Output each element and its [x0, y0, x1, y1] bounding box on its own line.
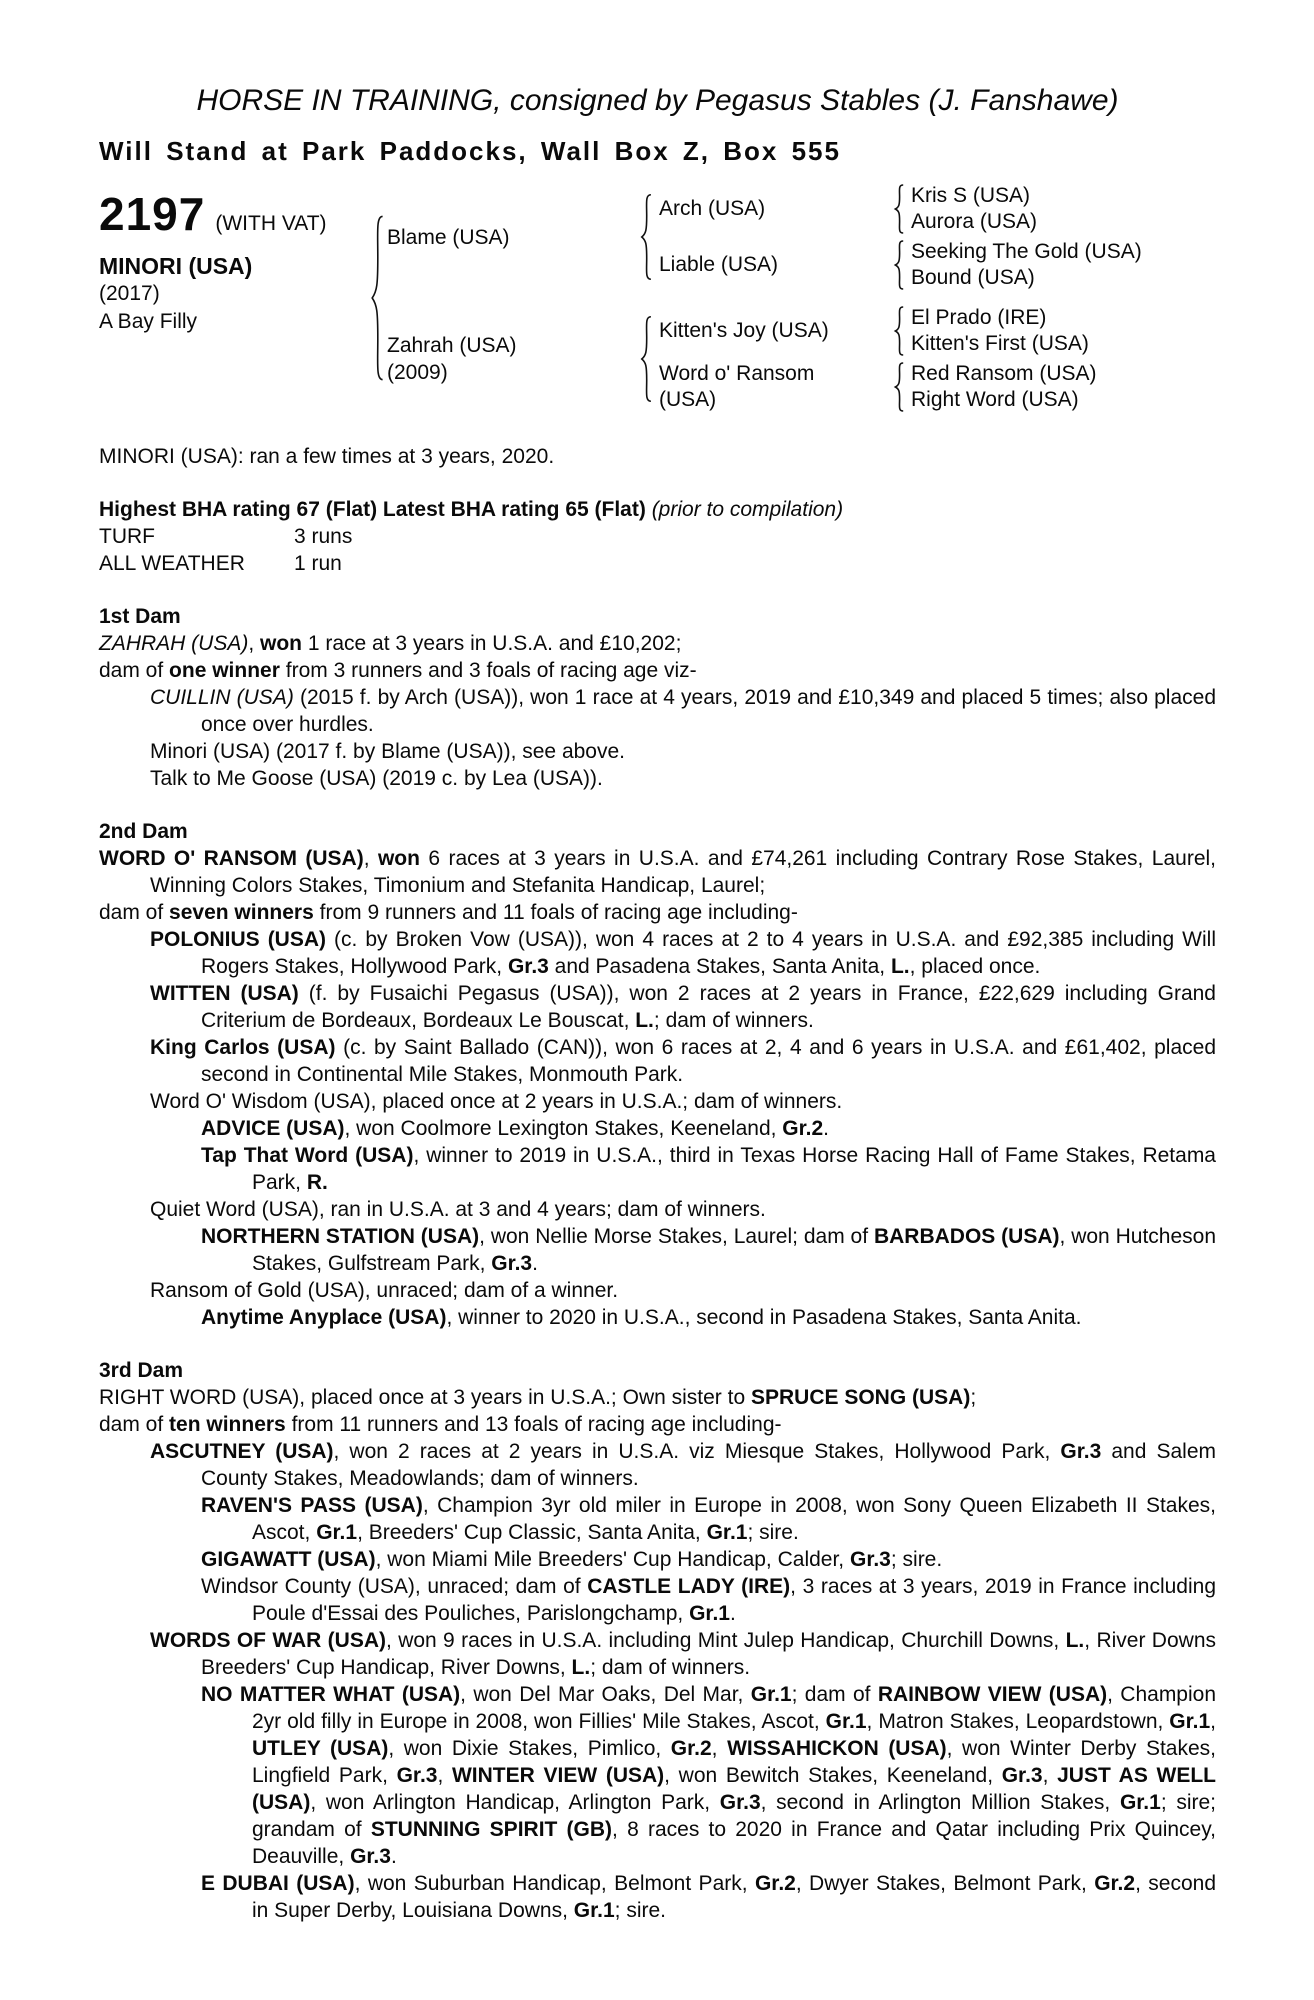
ratings-row-all-weather	[99, 550, 1216, 577]
catalogue-paragraph: NORTHERN STATION (USA), won Nellie Morse Stakes, Laurel; dam of BARBADOS (USA), won Hutcheson Stakes, Gulfstream Park, Gr.3.	[201, 1225, 1217, 1275]
catalogue-paragraph: Word O' Wisdom (USA), placed once at 2 years in U.S.A.; dam of winners.	[150, 1090, 843, 1113]
sire-dam-row	[659, 239, 1216, 291]
catalogue-paragraph: Ransom of Gold (USA), unraced; dam of a winner.	[150, 1279, 619, 1302]
lot-vat-note: (WITH VAT)	[215, 212, 327, 235]
race-record: MINORI (USA): ran a few times at 3 years, 2020.	[99, 445, 555, 468]
sire-dam-dam-name: Bound (USA)	[911, 266, 1035, 289]
page-title: HORSE IN TRAINING, consigned by Pegasus Stables (J. Fanshawe)	[196, 84, 1119, 117]
ratings-runs-value: 1 run	[294, 552, 342, 575]
pedigree-brace-icon	[639, 315, 653, 403]
catalogue-paragraph: RIGHT WORD (USA), placed once at 3 years in U.S.A.; Own sister to SPRUCE SONG (USA);	[99, 1386, 977, 1409]
catalogue-paragraph: Talk to Me Goose (USA) (2019 c. by Lea (USA)).	[150, 767, 603, 790]
section-2nd-dam	[99, 818, 1216, 1331]
dam-sire-sire-name: El Prado (IRE)	[911, 306, 1047, 329]
horse-description: A Bay Filly	[99, 310, 198, 333]
sire-dam-name: Liable (USA)	[659, 253, 779, 276]
catalogue-paragraph: POLONIUS (USA) (c. by Broken Vow (USA)), won 4 races at 2 to 4 years in U.S.A. and £92,385 including Will Rogers Stakes, Hollywood Park, Gr.3 and Pasadena Stakes, Santa Anita, L., placed once.	[150, 928, 1216, 978]
catalogue-paragraph: dam of ten winners from 11 runners and 13 foals of racing age including-	[99, 1413, 782, 1436]
sire-sire-sire-name: Kris S (USA)	[911, 184, 1031, 207]
lot-info	[99, 183, 367, 336]
catalogue-paragraph: Windsor County (USA), unraced; dam of CASTLE LADY (IRE), 3 races at 3 years, 2019 in France including Poule d'Essai des Pouliches, Parislongchamp, Gr.1.	[201, 1575, 1217, 1625]
section-heading: 3rd Dam	[99, 1359, 184, 1382]
pedigree-brace-icon	[893, 184, 905, 234]
pedigree-brace-icon	[369, 213, 385, 383]
pedigree-brace-icon	[893, 240, 905, 290]
pedigree-brace-icon	[893, 306, 905, 356]
pedigree-brace-icon	[893, 362, 905, 412]
pedigree-tree	[387, 183, 1216, 413]
catalogue-paragraph: RAVEN'S PASS (USA), Champion 3yr old miler in Europe in 2008, won Sony Queen Elizabeth II Stakes, Ascot, Gr.1, Breeders' Cup Classic, Santa Anita, Gr.1; sire.	[201, 1494, 1216, 1544]
section-1st-dam	[99, 603, 1216, 792]
ratings-heading: Highest BHA rating 67 (Flat) Latest BHA rating 65 (Flat) (prior to compilation)	[99, 498, 844, 521]
sire-cell	[387, 224, 633, 251]
ratings-surface-label: TURF	[99, 525, 155, 548]
dam-cell	[387, 332, 633, 386]
catalogue-paragraph: GIGAWATT (USA), won Miami Mile Breeders' Cup Handicap, Calder, Gr.3; sire.	[201, 1548, 943, 1571]
dam-dam-sire-name: Red Ransom (USA)	[911, 362, 1097, 385]
catalogue-paragraph: ZAHRAH (USA), won 1 race at 3 years in U.S.A. and £10,202;	[99, 632, 682, 655]
catalogue-paragraph: dam of one winner from 3 runners and 3 foals of racing age viz-	[99, 659, 697, 682]
catalogue-paragraph: Quiet Word (USA), ran in U.S.A. at 3 and 4 years; dam of winners.	[150, 1198, 766, 1221]
ratings-block	[99, 496, 1216, 577]
lot-number-line	[99, 187, 367, 241]
catalogue-paragraph: King Carlos (USA) (c. by Saint Ballado (CAN)), won 6 races at 2, 4 and 6 years in U.S.A. and £61,402, placed second in Continental Mile Stakes, Monmouth Park.	[150, 1036, 1216, 1086]
sire-sire-row	[659, 183, 1216, 235]
section-heading: 2nd Dam	[99, 820, 188, 843]
ratings-surface-label: ALL WEATHER	[99, 552, 245, 575]
lot-number: 2197	[99, 188, 206, 240]
catalogue-paragraph: CUILLIN (USA) (2015 f. by Arch (USA)), won 1 race at 4 years, 2019 and £10,349 and placed 5 times; also placed once over hurdles.	[150, 686, 1217, 736]
dam-sire-name: Kitten's Joy (USA)	[659, 319, 829, 342]
catalogue-paragraph: NO MATTER WHAT (USA), won Del Mar Oaks, Del Mar, Gr.1; dam of RAINBOW VIEW (USA), Champion 2yr old filly in Europe in 2008, won Fillies' Mile Stakes, Ascot, Gr.1, Matron Stakes, Leopardstown, Gr.1, UTLEY (USA), won Dixie Stakes, Pimlico, Gr.2, WISSAHICKON (USA), won Winter Derby Stakes, Lingfield Park, Gr.3, WINTER VIEW (USA), won Bewitch Stakes, Keeneland, Gr.3, JUST AS WELL (USA), won Arlington Handicap, Arlington Park, Gr.3, second in Arlington Million Stakes, Gr.1; sire; grandam of STUNNING SPIRIT (GB), 8 races to 2020 in France and Qatar including Prix Quincey, Deauville, Gr.3.	[201, 1683, 1217, 1868]
catalogue-paragraph: ADVICE (USA), won Coolmore Lexington Stakes, Keeneland, Gr.2.	[201, 1117, 830, 1140]
sire-sire-dam-name: Aurora (USA)	[911, 210, 1038, 233]
sire-sire-name: Arch (USA)	[659, 197, 766, 220]
sire-dam-sire-name: Seeking The Gold (USA)	[911, 240, 1142, 263]
dam-name: Zahrah (USA)	[387, 334, 517, 357]
ratings-runs-value: 3 runs	[294, 525, 353, 548]
catalogue-paragraph: E DUBAI (USA), won Suburban Handicap, Belmont Park, Gr.2, Dwyer Stakes, Belmont Park, Gr.2, second in Super Derby, Louisiana Downs, Gr.1; sire.	[201, 1872, 1216, 1922]
catalogue-paragraph: ASCUTNEY (USA), won 2 races at 2 years in U.S.A. viz Miesque Stakes, Hollywood Park, Gr.3 and Salem County Stakes, Meadowlands; dam of winners.	[150, 1440, 1216, 1490]
pedigree-table	[99, 183, 1216, 413]
sire-name: Blame (USA)	[387, 225, 510, 249]
dam-branch	[387, 305, 1216, 413]
catalogue-paragraph: WITTEN (USA) (f. by Fusaichi Pegasus (USA)), won 2 races at 2 years in France, £22,629 including Grand Criterium de Bordeaux, Bordeaux Le Bouscat, L.; dam of winners.	[150, 982, 1216, 1032]
section-heading: 1st Dam	[99, 605, 181, 628]
horse-name: MINORI (USA)	[99, 253, 253, 279]
catalogue-paragraph: dam of seven winners from 9 runners and 11 foals of racing age including-	[99, 901, 798, 924]
dam-dam-row	[659, 361, 1216, 413]
sire-branch	[387, 183, 1216, 291]
catalogue-paragraph: Tap That Word (USA), winner to 2019 in U.S.A., third in Texas Horse Racing Hall of Fame Stakes, Retama Park, R.	[201, 1144, 1216, 1194]
dam-dam-name: Word o' Ransom (USA)	[659, 362, 815, 411]
dam-sire-row	[659, 305, 1216, 357]
dam-dam-dam-name: Right Word (USA)	[911, 388, 1079, 411]
catalogue-paragraph: WORD O' RANSOM (USA), won 6 races at 3 years in U.S.A. and £74,261 including Contrary Rose Stakes, Laurel, Winning Colors Stakes, Timonium and Stefanita Handicap, Laurel;	[99, 847, 1216, 897]
section-3rd-dam	[99, 1357, 1216, 1924]
stand-note: Will Stand at Park Paddocks, Wall Box Z, Box 555	[99, 136, 841, 166]
catalogue-paragraph: WORDS OF WAR (USA), won 9 races in U.S.A. including Mint Julep Handicap, Churchill Downs, L., River Downs Breeders' Cup Handicap, River Downs, L.; dam of winners.	[150, 1629, 1216, 1679]
ratings-row-turf	[99, 523, 1216, 550]
catalogue-paragraph: Anytime Anyplace (USA), winner to 2020 in U.S.A., second in Pasadena Stakes, Santa Anita.	[201, 1306, 1082, 1329]
pedigree-brace-icon	[639, 193, 653, 281]
dam-year: (2009)	[387, 361, 448, 384]
dam-sire-dam-name: Kitten's First (USA)	[911, 332, 1089, 355]
horse-foaling-year: (2017)	[99, 282, 160, 305]
catalogue-paragraph: Minori (USA) (2017 f. by Blame (USA)), see above.	[150, 740, 626, 763]
